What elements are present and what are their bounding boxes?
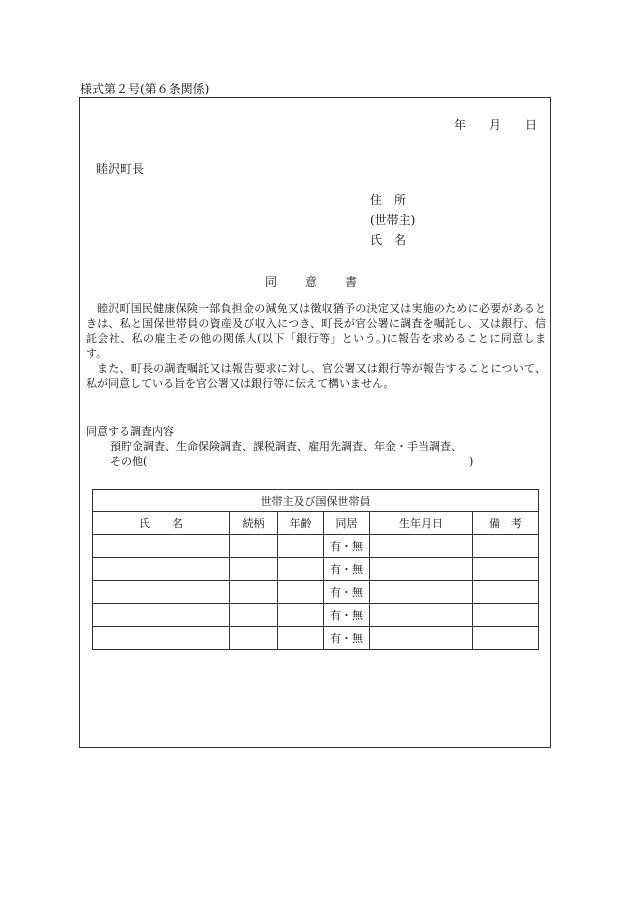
cell-age[interactable] bbox=[278, 627, 324, 650]
applicant-address-label: 住 所 bbox=[370, 193, 407, 207]
cell-remarks[interactable] bbox=[473, 581, 539, 604]
consent-other-close: ) bbox=[469, 455, 474, 468]
header-name: 氏 名 bbox=[93, 512, 230, 535]
cell-birthdate[interactable] bbox=[370, 604, 473, 627]
consent-paragraph-2: また、町長の調査嘱託又は報告要求に対し、官公署又は銀行等が報告することについて、私が同意している旨を官公署又は銀行等に伝えて構いません。 bbox=[86, 362, 546, 390]
cell-remarks[interactable] bbox=[473, 627, 539, 650]
cell-cohabiting[interactable]: 有・無 bbox=[324, 604, 370, 627]
consent-form-frame bbox=[79, 97, 551, 748]
header-age: 年齢 bbox=[278, 512, 324, 535]
cell-name[interactable] bbox=[93, 558, 230, 581]
date-month: 月 bbox=[489, 118, 502, 132]
cell-name[interactable] bbox=[93, 581, 230, 604]
applicant-name-label: 氏 名 bbox=[370, 233, 407, 247]
table-caption: 世帯主及び国保世帯員 bbox=[93, 490, 539, 512]
document-title: 同 意 書 bbox=[264, 275, 365, 289]
cell-remarks[interactable] bbox=[473, 535, 539, 558]
form-number-label: 様式第２号(第６条関係) bbox=[80, 82, 210, 96]
consent-scope-other bbox=[86, 454, 546, 469]
date-year: 年 bbox=[454, 118, 467, 132]
cell-cohabiting[interactable]: 有・無 bbox=[324, 535, 370, 558]
cell-birthdate[interactable] bbox=[370, 627, 473, 650]
cell-name[interactable] bbox=[93, 535, 230, 558]
cell-age[interactable] bbox=[278, 558, 324, 581]
consent-scope-heading: 同意する調査内容 bbox=[86, 425, 174, 438]
table-row bbox=[93, 627, 539, 650]
cell-relationship[interactable] bbox=[230, 581, 278, 604]
header-birthdate: 生年月日 bbox=[370, 512, 473, 535]
cell-age[interactable] bbox=[278, 581, 324, 604]
date-row bbox=[80, 116, 550, 132]
cell-cohabiting[interactable]: 有・無 bbox=[324, 627, 370, 650]
cell-relationship[interactable] bbox=[230, 604, 278, 627]
cell-relationship[interactable] bbox=[230, 558, 278, 581]
consent-statement bbox=[86, 301, 546, 391]
cell-remarks[interactable] bbox=[473, 558, 539, 581]
cell-relationship[interactable] bbox=[230, 535, 278, 558]
cell-relationship[interactable] bbox=[230, 627, 278, 650]
table-row bbox=[93, 558, 539, 581]
consent-other-open: その他( bbox=[110, 455, 148, 468]
header-relationship: 続柄 bbox=[230, 512, 278, 535]
header-cohabiting: 同居 bbox=[324, 512, 370, 535]
table-header-row bbox=[93, 512, 539, 535]
cell-name[interactable] bbox=[93, 627, 230, 650]
cell-cohabiting[interactable]: 有・無 bbox=[324, 581, 370, 604]
table-row bbox=[93, 535, 539, 558]
cell-birthdate[interactable] bbox=[370, 581, 473, 604]
cell-name[interactable] bbox=[93, 604, 230, 627]
applicant-householder-label: (世帯主) bbox=[370, 213, 416, 227]
household-members-table bbox=[92, 489, 539, 650]
cell-remarks[interactable] bbox=[473, 604, 539, 627]
consent-scope bbox=[86, 424, 546, 469]
addressee: 睦沢町長 bbox=[96, 162, 145, 176]
applicant-block bbox=[370, 190, 415, 250]
cell-age[interactable] bbox=[278, 604, 324, 627]
table-row bbox=[93, 581, 539, 604]
cell-cohabiting[interactable]: 有・無 bbox=[324, 558, 370, 581]
cell-birthdate[interactable] bbox=[370, 535, 473, 558]
cell-birthdate[interactable] bbox=[370, 558, 473, 581]
date-day: 日 bbox=[525, 118, 538, 132]
cell-age[interactable] bbox=[278, 535, 324, 558]
header-remarks: 備 考 bbox=[473, 512, 539, 535]
consent-scope-items: 預貯金調査、生命保険調査、課税調査、雇用先調査、年金・手当調査、 bbox=[110, 440, 462, 453]
table-row bbox=[93, 604, 539, 627]
consent-paragraph-1: 睦沢町国民健康保険一部負担金の減免又は徴収猶予の決定又は実施のために必要があるときは、私と国保世帯員の資産及び収入につき、町長が官公署に調査を嘱託し、又は銀行、信託会社、私の雇主その他の関係人(以下「銀行等」という。)に報告を求めることに同意します。 bbox=[86, 302, 546, 360]
